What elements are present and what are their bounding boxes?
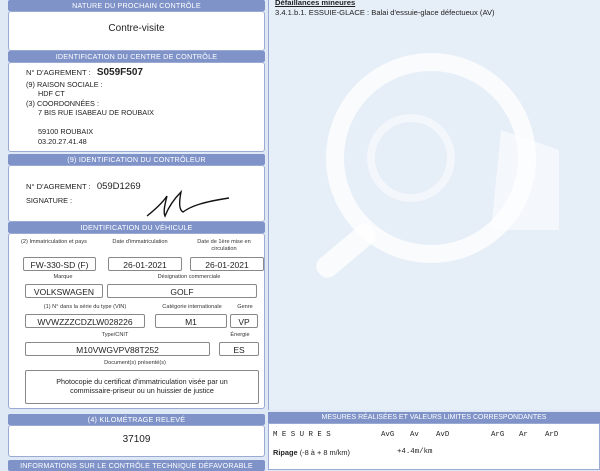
controleur-signature-label: SIGNATURE :: [26, 196, 73, 205]
centre-address-line1: 7 BIS RUE ISABEAU DE ROUBAIX: [38, 108, 154, 117]
marque-value: VOLKSWAGEN: [25, 284, 103, 298]
centre-raison-value: HDF CT: [38, 89, 65, 98]
ripage-value: +4.4m/km: [397, 448, 433, 456]
col-ard: ArD: [545, 431, 559, 439]
centre-coord-label: (3) COORDONNÉES :: [26, 99, 99, 108]
centre-phone: 03.20.27.41.48: [38, 137, 87, 146]
docs-value-box: [25, 370, 259, 404]
immat-label: (2) Immatriculation et pays: [21, 239, 87, 245]
left-column: [8, 0, 265, 470]
watermark-icon: [291, 40, 591, 300]
right-column: [268, 0, 600, 470]
energie-value: ES: [219, 342, 259, 356]
vin-value: WVWZZZCDZLW028226: [25, 314, 145, 328]
mesures-box: [268, 423, 600, 470]
energie-label: Énergie: [230, 332, 250, 338]
defaillance-text: ESSUIE-GLACE : Balai d'essuie-glace défectueux (AV): [308, 8, 495, 17]
marque-label: Marque: [53, 274, 73, 280]
col-av: Av: [410, 431, 419, 439]
docs-value-line1: Photocopie du certificat d'immatriculation visée par un: [56, 377, 228, 386]
vin-label: (1) N° dans la série du type (VIN): [43, 304, 127, 310]
controleur-header: (9) IDENTIFICATION DU CONTRÔLEUR: [8, 154, 265, 165]
ripage-range: (-8 à + 8 m/km): [299, 448, 351, 457]
type-value: M10VWGVPV88T252: [25, 342, 210, 356]
defaillance-code: 3.4.1.b.1.: [275, 8, 307, 17]
informations-header: INFORMATIONS SUR LE CONTRÔLE TECHNIQUE DÉFAVORABLE: [8, 460, 265, 471]
signature-icon: [143, 182, 233, 220]
date-immat-label: Date d'immatriculation: [112, 239, 168, 245]
col-avg: AvG: [381, 431, 395, 439]
centre-box: [8, 62, 265, 152]
kilometrage-header: (4) KILOMÉTRAGE RELEVÉ: [8, 414, 265, 425]
defaillances-panel: [268, 0, 600, 410]
prochain-controle-header: NATURE DU PROCHAIN CONTRÔLE: [8, 0, 265, 11]
vehicule-box: [8, 233, 265, 409]
genre-label: Genre: [237, 304, 253, 310]
ripage-label: Ripage: [273, 448, 298, 457]
kilometrage-box: [8, 425, 265, 457]
controleur-agrement-label: N° D'AGREMENT :: [26, 182, 91, 191]
vehicule-header: IDENTIFICATION DU VÉHICULE: [8, 222, 265, 233]
col-avd: AvD: [436, 431, 450, 439]
prochain-controle-value: Contre-visite: [108, 23, 165, 34]
centre-agrement-label: N° D'AGREMENT :: [26, 68, 91, 77]
prochain-controle-box: [8, 11, 265, 51]
date-circ-value: 26-01-2021: [190, 257, 264, 271]
mesures-col-title: M E S U R E S: [273, 431, 331, 439]
centre-address-line2: 59100 ROUBAIX: [38, 127, 94, 136]
categorie-label: Catégorie internationale: [162, 304, 222, 310]
immat-value: FW-330-SD (F): [23, 257, 96, 271]
col-ar: Ar: [519, 431, 528, 439]
genre-value: VP: [230, 314, 258, 328]
date-circ-label: Date de 1ère mise en circulation: [197, 239, 251, 252]
kilometrage-value: 37109: [122, 434, 151, 445]
docs-value-line2: commissaire-priseur ou un huissier de justice: [70, 386, 214, 395]
controleur-box: [8, 165, 265, 222]
defaillances-title: Défaillances mineures: [275, 0, 356, 7]
controleur-agrement-value: 059D1269: [96, 181, 141, 192]
centre-agrement-value: S059F507: [96, 67, 143, 78]
date-immat-value: 26-01-2021: [108, 257, 182, 271]
designation-label: Désignation commerciale: [157, 274, 221, 280]
centre-raison-label: (9) RAISON SOCIALE :: [26, 80, 103, 89]
col-arg: ArG: [491, 431, 505, 439]
centre-header: IDENTIFICATION DU CENTRE DE CONTRÔLE: [8, 51, 265, 62]
type-label: Type/CNIT: [101, 332, 129, 338]
docs-label: Document(s) présenté(s): [104, 360, 166, 366]
mesures-header: MESURES RÉALISÉES ET VALEURS LIMITES CORRESPONDANTES: [268, 412, 600, 423]
designation-value: GOLF: [107, 284, 257, 298]
categorie-value: M1: [155, 314, 227, 328]
